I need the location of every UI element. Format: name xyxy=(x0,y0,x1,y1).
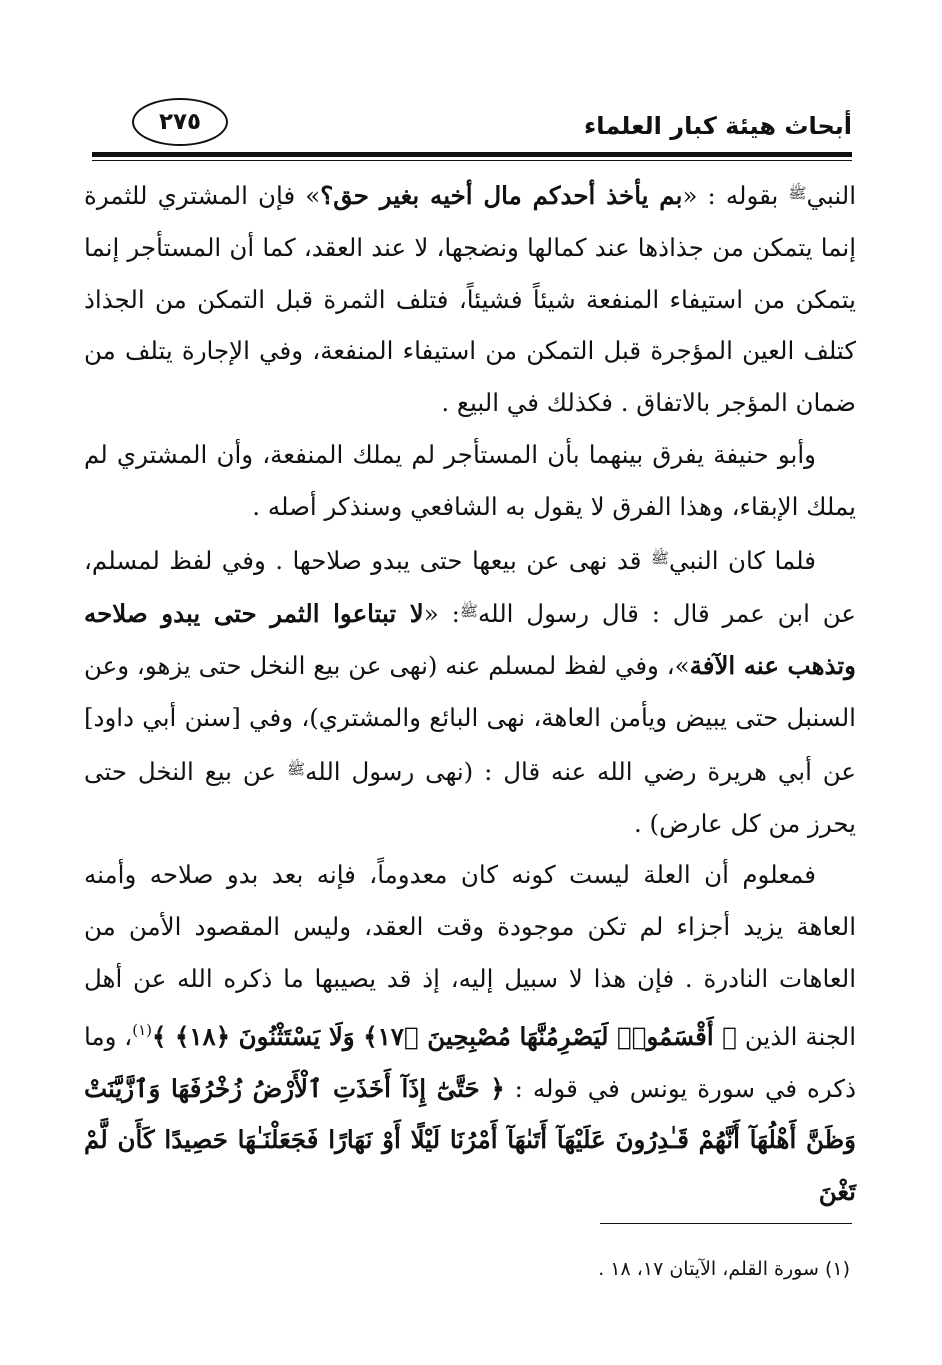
hadith-quote: لا تبتاعوا الثمر حتى يبدو صلاحه وتذهب عنه الآفة xyxy=(84,599,856,681)
p3-part1: فلما كان النبي xyxy=(669,545,816,575)
p3-part4: »، وفي لفظ لمسلم عنه (نهى عن بيع النخل حتى يزهو، وعن السنبل حتى يبيض ويأمن العاهة، نهى البائع والمشتري)، وفي [سنن أبي داود] عن أبي هريرة رضي الله عنه قال : (نهى رسول الله xyxy=(84,651,857,786)
hadith-quote: بم يأخذ أحدكم مال أخيه بغير حق؟ xyxy=(320,181,683,210)
header-rule-thick xyxy=(92,152,852,157)
salawat-honorific: ﷺ xyxy=(650,548,670,567)
footnote: (١) سورة القلم، الآيتان ١٧، ١٨ . xyxy=(598,1258,850,1280)
p3-part3: : « xyxy=(423,599,460,629)
body-text xyxy=(84,168,856,1218)
salawat-honorific: ﷺ xyxy=(286,759,306,778)
quran-verse: ﴿ أَقْسَمُوا۟ لَيَصْرِمُنَّهَا مُصْبِحِينَ ﴿١٧﴾ وَلَا يَسْتَثْنُونَ ﴿١٨﴾ ﴾ xyxy=(152,1021,737,1051)
p3-part2: قد نهى عن بيعها حتى يبدو صلاحها . وفي لفظ لمسلم، عن ابن عمر قال : قال رسول الله xyxy=(84,545,856,629)
paragraph-3 xyxy=(84,533,856,850)
paragraph-1 xyxy=(84,168,856,429)
paragraph-4 xyxy=(84,849,856,1218)
p4-part1: فمعلوم أن العلة ليست كونه كان معدوماً، فإنه بعد بدو صلاحه وأمنه العاهة يزيد أجزاء لم تكن موجودة وقت العقد، وليس المقصود الأمن من العاهات النادرة . فإن هذا لا سبيل إليه، إذ قد يصيبها ما ذكره الله عن أهل الجنة الذين xyxy=(84,860,856,1051)
page-number: ٢٧٥ xyxy=(132,98,228,146)
salawat-honorific: ﷺ xyxy=(459,602,478,621)
p1-prefix: النبي xyxy=(806,181,857,210)
page-header xyxy=(92,96,852,156)
salawat-honorific: ﷺ xyxy=(788,184,807,202)
running-title: أبحاث هيئة كبار العلماء xyxy=(583,112,852,140)
p1-lead: بقوله : « xyxy=(682,181,789,210)
paragraph-2 xyxy=(84,429,856,533)
footnote-separator xyxy=(600,1223,852,1224)
header-rule-thin xyxy=(92,160,852,161)
p2-text: وأبو حنيفة يفرق بينهما بأن المستأجر لم يملك المنفعة، وأن المشتري لم يملك الإبقاء، وهذا الفرق لا يقول به الشافعي وسنذكر أصله . xyxy=(84,439,856,521)
p3-part5: عن بيع النخل حتى يحرز من كل عارض) . xyxy=(84,756,856,838)
quran-verse: ﴿ حَتَّىٰٓ إِذَآ أَخَذَتِ ٱلْأَرْضُ زُخْرُفَهَا وَٱزَّيَّنَتْ وَظَنَّ أَهْلُهَآ أَنَّهُمْ قَـٰدِرُونَ عَلَيْهَآ أَتَىٰهَآ أَمْرُنَا لَيْلًا أَوْ نَهَارًا فَجَعَلْنَـٰهَا حَصِيدًا كَأَن لَّمْ تَغْنَ xyxy=(84,1073,856,1207)
p1-rest: » فإن المشتري للثمرة إنما يتمكن من جذاذها عند كمالها ونضجها، لا عند العقد، كما أن المستأجر إنما يتمكن من استيفاء المنفعة شيئاً فشيئاً، فتلف الثمرة قبل التمكن من الجذاذ كتلف العين المؤجرة قبل التمكن من استيفاء المنفعة، وفي الإجارة يتلف من ضمان المؤجر بالاتفاق . فكذلك في البيع . xyxy=(84,181,856,418)
p4-part2: ، وما ذكره في سورة يونس في قوله : xyxy=(84,1021,856,1103)
footnote-reference: (١) xyxy=(132,1020,152,1039)
